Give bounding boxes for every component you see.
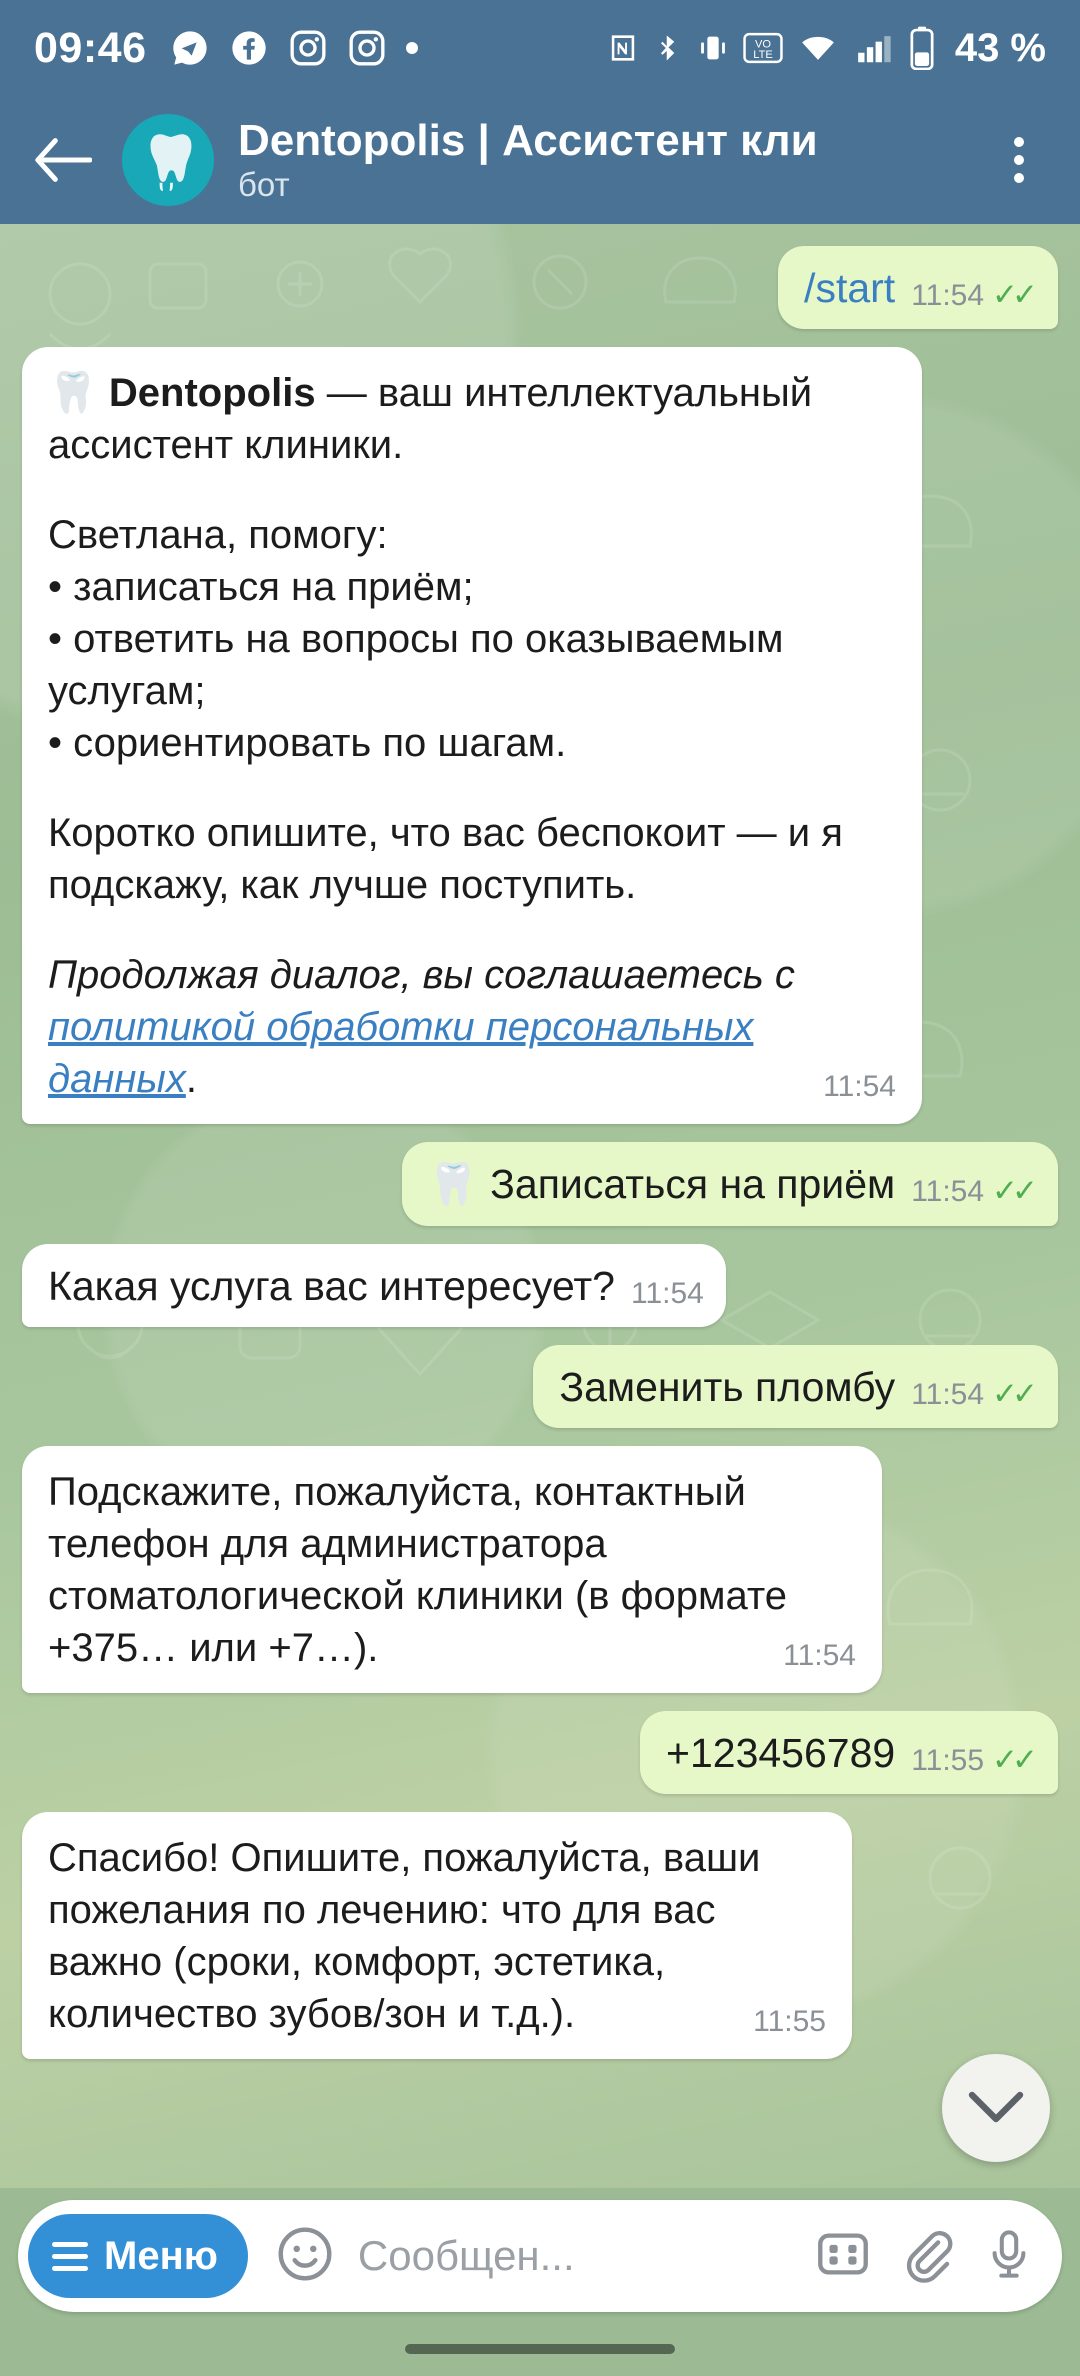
message-line: [48, 367, 896, 471]
spacer: [48, 769, 896, 807]
kebab-menu-icon[interactable]: [984, 137, 1054, 183]
spacer: [48, 911, 896, 949]
wifi-icon: [796, 29, 840, 67]
telegram-icon: [170, 28, 210, 68]
instagram-icon: [288, 28, 328, 68]
message-bubble[interactable]: [22, 1812, 852, 2059]
messages-container: [22, 246, 1058, 2059]
message-time: 11:54: [783, 1639, 856, 1673]
message-text: Спасибо! Опишите, пожалуйста, ваши пожелания по лечению: что для вас важно (сроки, комфорт, эстетика, количество зубов/зон и т.д.).: [48, 1836, 761, 2037]
chevron-down-icon: [968, 2091, 1024, 2125]
message-time: 11:54: [911, 1377, 985, 1411]
message-text: Подскажите, пожалуйста, контактный телефон для администратора стоматологической клиники (в формате +375… или +7…).: [48, 1470, 788, 1671]
message-meta: [911, 1171, 1036, 1211]
message-meta: [911, 1740, 1036, 1780]
message-time: 11:55: [753, 2005, 826, 2039]
message-meta: [631, 1274, 704, 1313]
consent-tail: .: [185, 1057, 197, 1102]
message-text: /start: [804, 265, 896, 311]
message-time: 11:55: [911, 1743, 985, 1777]
burger-icon: [52, 2242, 88, 2271]
message-meta: [823, 1067, 896, 1106]
scroll-to-bottom-button[interactable]: [942, 2054, 1050, 2162]
navigation-bar: [0, 2322, 1080, 2376]
message-bubble[interactable]: [22, 1446, 882, 1693]
instagram-icon: [347, 28, 387, 68]
message-time: 11:54: [823, 1070, 896, 1104]
message-time: 11:54: [630, 1276, 704, 1310]
message-bubble[interactable]: [640, 1711, 1058, 1794]
consent-text: Продолжая диалог, вы соглашаетесь с: [48, 953, 795, 998]
message-bubble[interactable]: [533, 1345, 1058, 1428]
message-meta: [753, 2002, 826, 2041]
back-arrow-icon[interactable]: [26, 123, 100, 197]
message-line: • ответить на вопросы по оказываемым услугам;: [48, 617, 784, 714]
message-line: • сориентировать по шагам.: [48, 721, 567, 766]
menu-button-label: Меню: [104, 2233, 218, 2278]
message-meta: [911, 1374, 1036, 1414]
chat-message-list[interactable]: [0, 224, 1080, 2188]
message-meta: [783, 1636, 856, 1675]
message-row-in: [22, 1812, 1058, 2059]
message-row-out: [22, 246, 1058, 329]
read-receipt-icon: ✓✓: [992, 1375, 1032, 1411]
bot-name: Dentopolis: [108, 371, 316, 416]
message-row-in: [22, 1446, 1058, 1693]
message-line-consent: [48, 949, 896, 1105]
page-title: Dentopolis | Ассистент кли: [238, 116, 818, 166]
spacer: [48, 471, 896, 509]
dot-icon: [406, 42, 418, 54]
chat-header: [0, 96, 1080, 224]
menu-button[interactable]: [28, 2214, 248, 2298]
tooth-avatar-icon: [133, 125, 203, 195]
read-receipt-icon: ✓✓: [992, 277, 1032, 312]
message-line: • записаться на приём;: [48, 565, 474, 610]
message-text: — ваш интеллектуальный ассистент клиники.: [48, 371, 813, 468]
status-notification-icons: [170, 28, 418, 68]
microphone-icon[interactable]: [982, 2225, 1036, 2288]
read-receipt-icon: ✓✓: [992, 1173, 1032, 1209]
chat-subtitle: бот: [238, 166, 290, 204]
svg-text:LTE: LTE: [753, 49, 773, 62]
message-text: Заменить пломбу: [559, 1363, 896, 1410]
smiley-icon[interactable]: [274, 2223, 336, 2290]
search-input[interactable]: Сообщен...: [357, 2232, 575, 2279]
vibrate-icon: [696, 29, 730, 67]
nfc-icon: [606, 29, 640, 67]
battery-icon: [908, 26, 936, 70]
message-row-out: [22, 1142, 1058, 1225]
status-clock: 09:46: [34, 23, 147, 72]
svg-text:VO: VO: [754, 38, 771, 51]
message-text: Какая услуга вас интересует?: [48, 1262, 615, 1309]
battery-percent: 43 %: [954, 25, 1046, 70]
privacy-policy-link[interactable]: политикой обработки персональных данных: [48, 1005, 754, 1102]
volte-icon: [743, 29, 783, 67]
message-row-out: [22, 1711, 1058, 1794]
message-line: Светлана, помогу:: [48, 513, 388, 558]
message-composer[interactable]: [18, 2200, 1062, 2312]
message-time: 11:54: [911, 1174, 985, 1208]
composer-area: [0, 2188, 1080, 2322]
message-line: Коротко опишите, что вас беспокоит — и я подскажу, как лучше поступить.: [48, 811, 843, 908]
tooth-emoji-icon: 🦷: [48, 371, 109, 416]
message-bubble[interactable]: [778, 246, 1058, 329]
paperclip-icon[interactable]: [898, 2225, 956, 2288]
facebook-icon: [229, 28, 269, 68]
bluetooth-icon: [653, 29, 683, 67]
message-row-in: [22, 1244, 1058, 1327]
message-row-in: [22, 347, 1058, 1124]
read-receipt-icon: ✓✓: [992, 1742, 1032, 1778]
message-meta: [911, 275, 1036, 315]
home-indicator[interactable]: [405, 2344, 675, 2354]
message-bubble[interactable]: [22, 1244, 726, 1327]
message-text: 🦷 Записаться на приём: [427, 1161, 896, 1208]
avatar[interactable]: [122, 114, 214, 206]
status-bar: [0, 0, 1080, 96]
message-bubble[interactable]: [402, 1142, 1058, 1225]
message-text: +123456789: [666, 1730, 896, 1777]
message-row-out: [22, 1345, 1058, 1428]
signal-icon: [853, 29, 895, 67]
message-bubble[interactable]: [22, 347, 922, 1124]
message-time: 11:54: [911, 278, 985, 312]
status-system-icons: [606, 26, 1046, 71]
header-titles[interactable]: [238, 116, 984, 204]
bot-commands-icon[interactable]: [814, 2225, 872, 2288]
